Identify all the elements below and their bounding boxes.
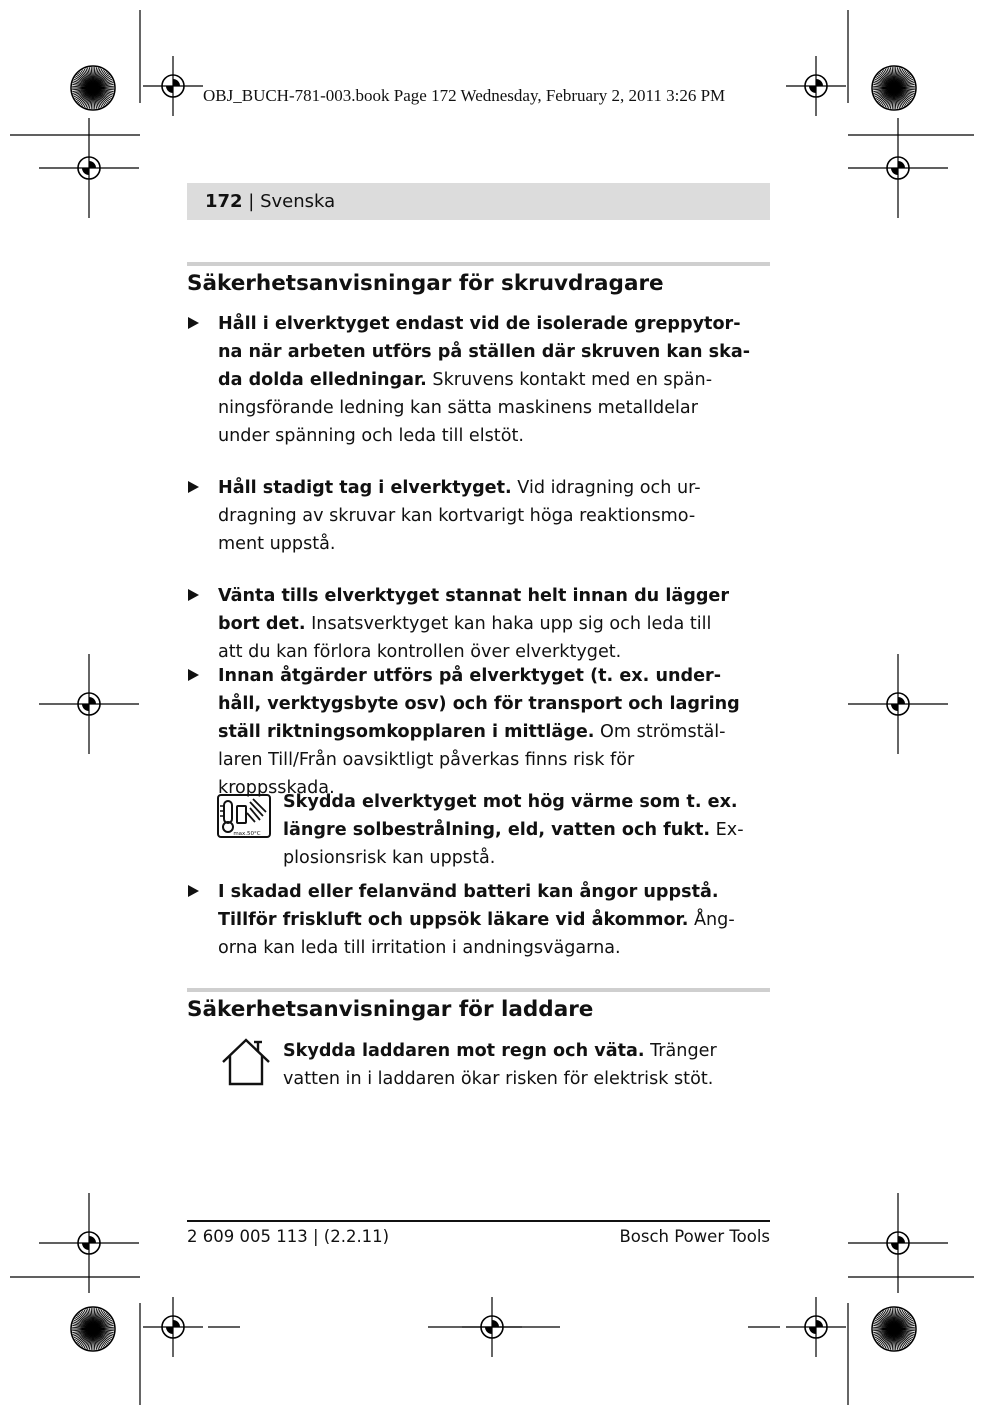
item-bold-text: I skadad eller felanvänd batteri kan ångor uppstå. Tillför friskluft och uppsök läkare vid åkommor. xyxy=(218,882,719,930)
section-rule xyxy=(187,988,770,992)
list-item xyxy=(218,878,774,962)
list-item xyxy=(218,310,774,450)
bullet-arrow-icon xyxy=(188,481,199,493)
list-item xyxy=(283,788,773,872)
print-slug-line: OBJ_BUCH-781-003.book Page 172 Wednesday, February 2, 2011 3:26 PM xyxy=(203,86,726,105)
registration-starburst-icon xyxy=(71,1307,115,1351)
list-item xyxy=(218,474,774,558)
item-body-text: Vid idragning och ur- dragning av skruvar kan kortvarigt höga reaktionsmo- ment uppstå. xyxy=(218,478,701,554)
item-body-text: Skruvens kontakt med en spän- ningsförande ledning kan sätta maskinens metalldelar under spänning och leda till elstöt. xyxy=(218,370,713,446)
registration-target-icon xyxy=(39,118,139,218)
list-item xyxy=(283,1037,773,1093)
item-bold-text: Skydda elverktyget mot hög värme som t. ex. längre solbestrålning, eld, vatten och fukt. xyxy=(283,792,738,840)
item-body-text: Om strömstäl- laren Till/Från oavsiktligt påverkas finns risk för kroppsskada. xyxy=(218,722,726,798)
section-rule xyxy=(187,262,770,266)
registration-target-icon xyxy=(143,1297,203,1357)
section-title-screwdriver: Säkerhetsanvisningar för skruvdragare xyxy=(187,271,664,296)
registration-target-icon xyxy=(39,654,139,754)
registration-starburst-icon xyxy=(872,66,916,110)
registration-target-icon xyxy=(786,56,846,116)
header-language: Svenska xyxy=(260,191,336,212)
registration-target-icon xyxy=(39,1193,139,1293)
registration-target-icon xyxy=(462,1297,522,1357)
heat-warning-icon xyxy=(217,794,271,838)
list-item xyxy=(218,662,774,802)
item-body-text: Ex- plosionsrisk kan uppstå. xyxy=(283,820,744,868)
registration-starburst-icon xyxy=(71,66,115,110)
heat-icon-label: max.50°C xyxy=(233,831,261,837)
bullet-arrow-icon xyxy=(188,317,199,329)
registration-target-icon xyxy=(848,118,948,218)
registration-starburst-icon xyxy=(872,1307,916,1351)
item-bold-text: Innan åtgärder utförs på elverktyget (t. ex. under- håll, verktygsbyte osv) och för transport och lagring ställ riktningsomkopplaren i mittläge. xyxy=(218,666,740,742)
page-number: 172 xyxy=(205,191,243,212)
item-body-text: Insatsverktyget kan haka upp sig och leda till att du kan förlora kontrollen över elverktyget. xyxy=(218,614,712,662)
registration-target-icon xyxy=(143,56,203,116)
list-item xyxy=(218,582,774,666)
footer-rule xyxy=(187,1220,770,1222)
page-header xyxy=(187,183,770,220)
item-body-text: Tränger vatten in i laddaren ökar risken för elektrisk stöt. xyxy=(283,1041,717,1089)
section-title-charger: Säkerhetsanvisningar för laddare xyxy=(187,997,594,1022)
item-bold-text: Vänta tills elverktyget stannat helt innan du lägger bort det. xyxy=(218,586,730,634)
item-bold-text: Skydda laddaren mot regn och väta. xyxy=(283,1041,645,1061)
registration-target-icon xyxy=(786,1297,846,1357)
bullet-arrow-icon xyxy=(188,589,199,601)
bullet-arrow-icon xyxy=(188,669,199,681)
indoor-use-house-icon xyxy=(219,1037,273,1087)
registration-target-icon xyxy=(848,654,948,754)
footer-document-number: 2 609 005 113 | (2.2.11) xyxy=(187,1227,390,1246)
item-body-text: Ång- orna kan leda till irritation i andningsvägarna. xyxy=(218,910,735,958)
bullet-arrow-icon xyxy=(188,885,199,897)
item-bold-text: Håll i elverktyget endast vid de isolerade greppytor- na när arbeten utförs på ställen där skruven kan ska- da dolda elledningar. xyxy=(218,314,750,390)
registration-target-icon xyxy=(848,1193,948,1293)
footer-brand: Bosch Power Tools xyxy=(619,1227,770,1246)
header-separator: | xyxy=(242,191,261,212)
item-bold-text: Håll stadigt tag i elverktyget. xyxy=(218,478,512,498)
